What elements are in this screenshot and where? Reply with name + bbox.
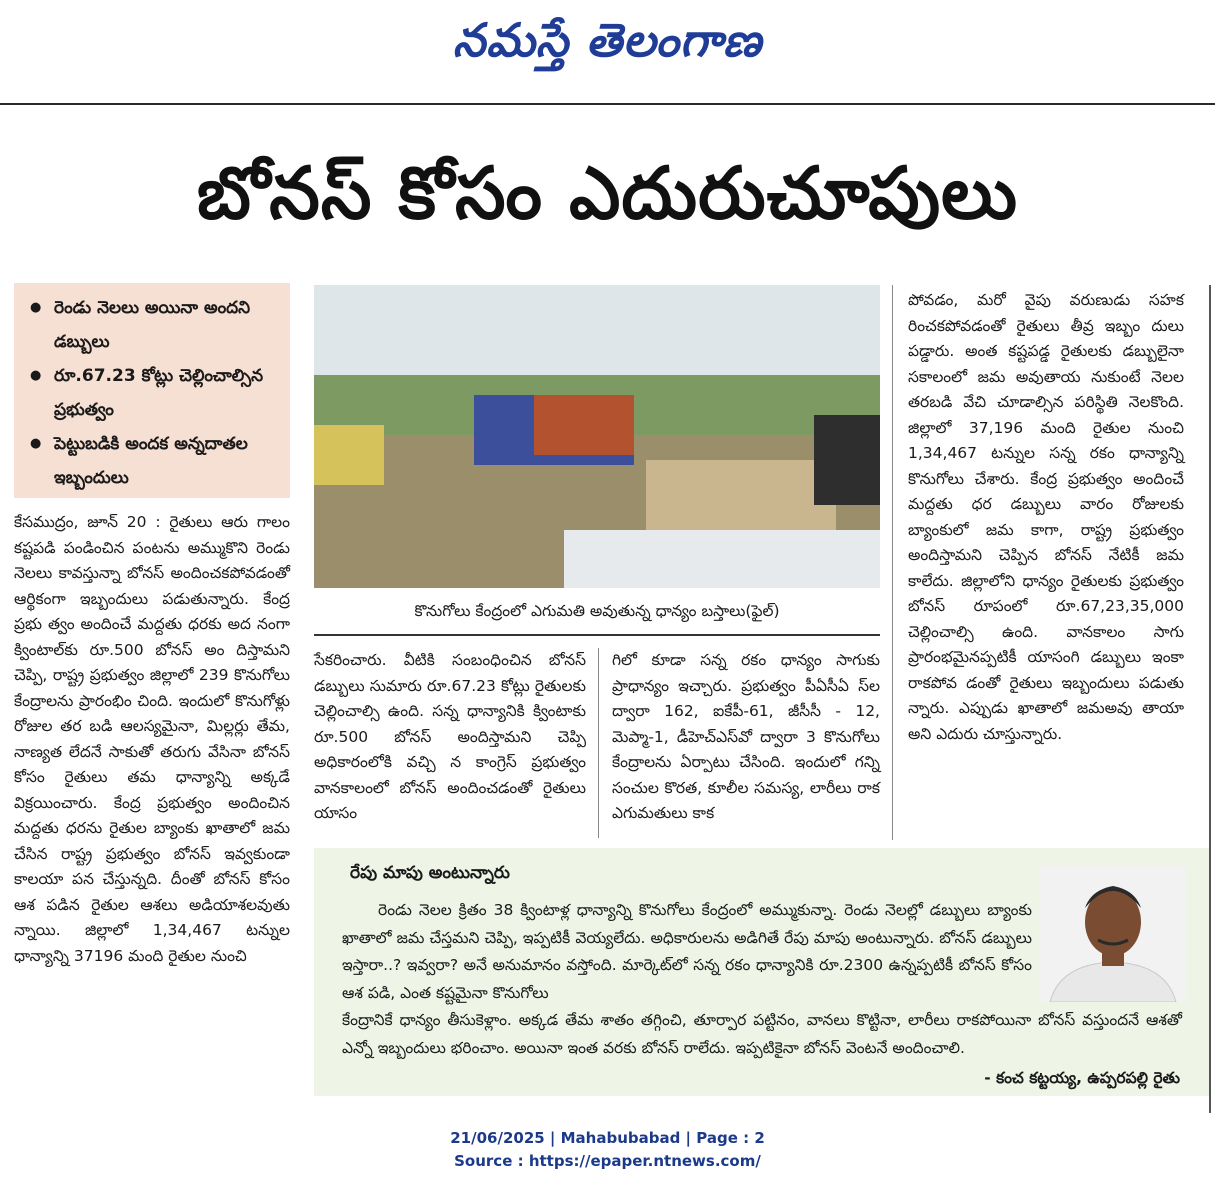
column-separator: [892, 285, 893, 840]
quote-title: రేపు మాపు అంటున్నారు: [350, 863, 510, 883]
highlights-box: [14, 283, 290, 498]
news-photo: [314, 285, 880, 588]
article-column-1: కేసముద్రం, జూన్ 20 : రైతులు ఆరు గాలం కష్టపడి పండించిన పంటను అమ్ముకొని రెండు నెలలు కావస్తున్నా బోనస్ అందించకపోవడంతో ఆర్థికంగా ఇబ్బందులు పడుతున్నారు. కేంద్ర ప్రభు త్వం అందించే మద్దతు ధరకు అద నంగా క్వింటాల్‌కు రూ.500 బోనస్ అం దిస్తామని చెప్పి, రాష్ట్ర ప్రభుత్వం జిల్లాలో 239 కొనుగోలు కేంద్రాలను ప్రారంభిం చింది. ఇందులో కొనుగోళ్లు రోజుల తర బడి ఆలస్యమైనా, మిల్లర్లు తేమ, నాణ్యత లేదనే సాకుతో తరుగు వేసినా బోనస్ కోసం రైతులు తమ ధాన్యాన్ని అక్కడే విక్రయించారు. కేంద్ర ప్రభుత్వం అందించిన మద్దతు ధరను రైతుల బ్యాంకు ఖాతాలో జమ చేసిన రాష్ట్ర ప్రభుత్వం బోనస్ ఇవ్వకుండా కాలయా పన చేస్తున్నది. దీంతో బోనస్ కోసం ఆశ పడిన రైతుల ఆశలు అడియాశలవుతు న్నాయి. జిల్లాలో 1,34,467 టన్నుల ధాన్యాన్ని 37196 మంది రైతుల నుంచి: [14, 513, 290, 965]
article-column-3: గిలో కూడా సన్న రకం ధాన్యం సాగుకు ప్రాధాన్యం ఇచ్చారు. ప్రభుత్వం పీఏసీఏ స్‌ల ద్వారా 162, ఐకేపీ-61, జీసీసీ - 12, మెప్మా-1, డీహెచ్ఎస్‌వో ద్వారా 3 కొనుగోలు కేంద్రాలను ఏర్పాటు చేసింది. ఇందులో గన్ని సంచుల కొరత, కూలీల సమస్య, లారీలు రాక ఎగుమతులు కాక: [612, 651, 880, 822]
top-rule: [0, 103, 1215, 105]
highlight-item: ● రెండు నెలలు అయినా అందని డబ్బులు: [30, 291, 280, 359]
highlight-item: ● పెట్టుబడికి అందక అన్నదాతల ఇబ్బందులు: [30, 427, 280, 495]
quote-body: రెండు నెలల క్రితం 38 క్వింటాళ్ల ధాన్యాన్ని కొనుగోలు కేంద్రంలో అమ్ముకున్నా. రెండు నెలల్లో డబ్బులు బ్యాంకు ఖాతాలో జమ చేస్తమని చెప్పి, ఇప్పటికీ వెయ్యలేదు. అధికారులను అడిగితే రేపు మాపు అంటున్నారు. బోనస్ డబ్బులు ఇస్తారా..? ఇవ్వరా? అనే అనుమానం వస్తోంది. మార్కెట్‌లో సన్న రకం ధాన్యానికి రూ.2300 ఉన్నప్పటికీ బోనస్ కోసం ఆశ పడి, ఎంత కష్టమైనా కొనుగోలు: [342, 901, 1032, 1002]
quote-body-continued: కేంద్రానికే ధాన్యం తీసుకెళ్లాం. అక్కడ తేమ శాతం తగ్గించి, తూర్పార పట్టినం, వానలు కొట్టినా, లారీలు రాకపోయినా బోనస్ వస్తుందనే ఆశతో ఎన్నో ఇబ్బందులు భరించాం. అయినా ఇంత వరకు బోనస్ రాలేదు. ఇప్పటికైనా బోనస్ వెంటనే అందించాలి.: [342, 1011, 1182, 1057]
photo-caption: కొనుగోలు కేంద్రంలో ఎగుమతి అవుతున్న ధాన్యం బస్తాలు(ఫైల్): [314, 590, 880, 636]
article-column-2: సేకరించారు. వీటికి సంబంధించిన బోనస్ డబ్బులు సుమారు రూ.67.23 కోట్లు రైతులకు చెల్లించాల్సి ఉంది. సన్న ధాన్యానికి క్వింటాకు రూ.500 బోనస్ అందిస్తామని చెప్పి అధికారంలోకి వచ్చి న కాంగ్రెస్ ప్రభుత్వం వానకాలంలో బోనస్ అందించడంతో రైతులు యాసం: [314, 651, 586, 822]
masthead-logo: నమస్తే తెలంగాణ: [452, 13, 763, 67]
footer-source-link[interactable]: Source : https://epaper.ntnews.com/: [454, 1152, 761, 1170]
quote-signature: - కంచ కట్టయ్య, ఉప్పరపల్లి రైతు: [984, 1069, 1180, 1087]
farmer-portrait: [1040, 866, 1186, 1002]
article-column-4: పోవడం, మరో వైపు వరుణుడు సహక రించకపోవడంతో రైతులు తీవ్ర ఇబ్బం దులు పడ్డారు. అంత కష్టపడ్డ రైతులకు డబ్బులైనా సకాలంలో జమ అవుతాయ నుకుంటే నెలల తరబడి వేచి చూడాల్సిన పరిస్థితి నెలకొంది. జిల్లాలో 37,196 మంది రైతుల నుంచి 1,34,467 టన్నుల సన్న రకం ధాన్యాన్ని కొనుగోలు చేశారు. కేంద్ర ప్రభుత్వం అందించే మద్దతు ధర డబ్బులు వారం రోజులకు బ్యాంకులో జమ కాగా, రాష్ట్ర ప్రభుత్వం అందిస్తామని చెప్పిన బోనస్ నేటికీ జమ కాలేదు. జిల్లాలోని ధాన్యం రైతులకు ప్రభుత్వం బోనస్ రూపంలో రూ.67,23,35,000 చెల్లించాల్సి ఉంది. వానకాలం సాగు ప్రారంభమైనప్పటికీ యాసంగి డబ్బులు ఇంకా రాకపోవ డంతో రైతులు ఇబ్బందులు పడుతు న్నారు. ఎప్పుడు ఖాతాలో జమఅవు తాయా అని ఎదురు చూస్తున్నారు.: [908, 291, 1184, 743]
column-separator: [598, 648, 599, 838]
headline: బోనస్ కోసం ఎదురుచూపులు: [196, 151, 1019, 235]
footer: [0, 1127, 1215, 1173]
footer-date-edition: 21/06/2025 | Mahabubabad | Page : 2: [450, 1129, 765, 1147]
right-border: [1209, 285, 1211, 1113]
highlight-item: ● రూ.67.23 కోట్లు చెల్లించాల్సిన ప్రభుత్వం: [30, 359, 280, 427]
